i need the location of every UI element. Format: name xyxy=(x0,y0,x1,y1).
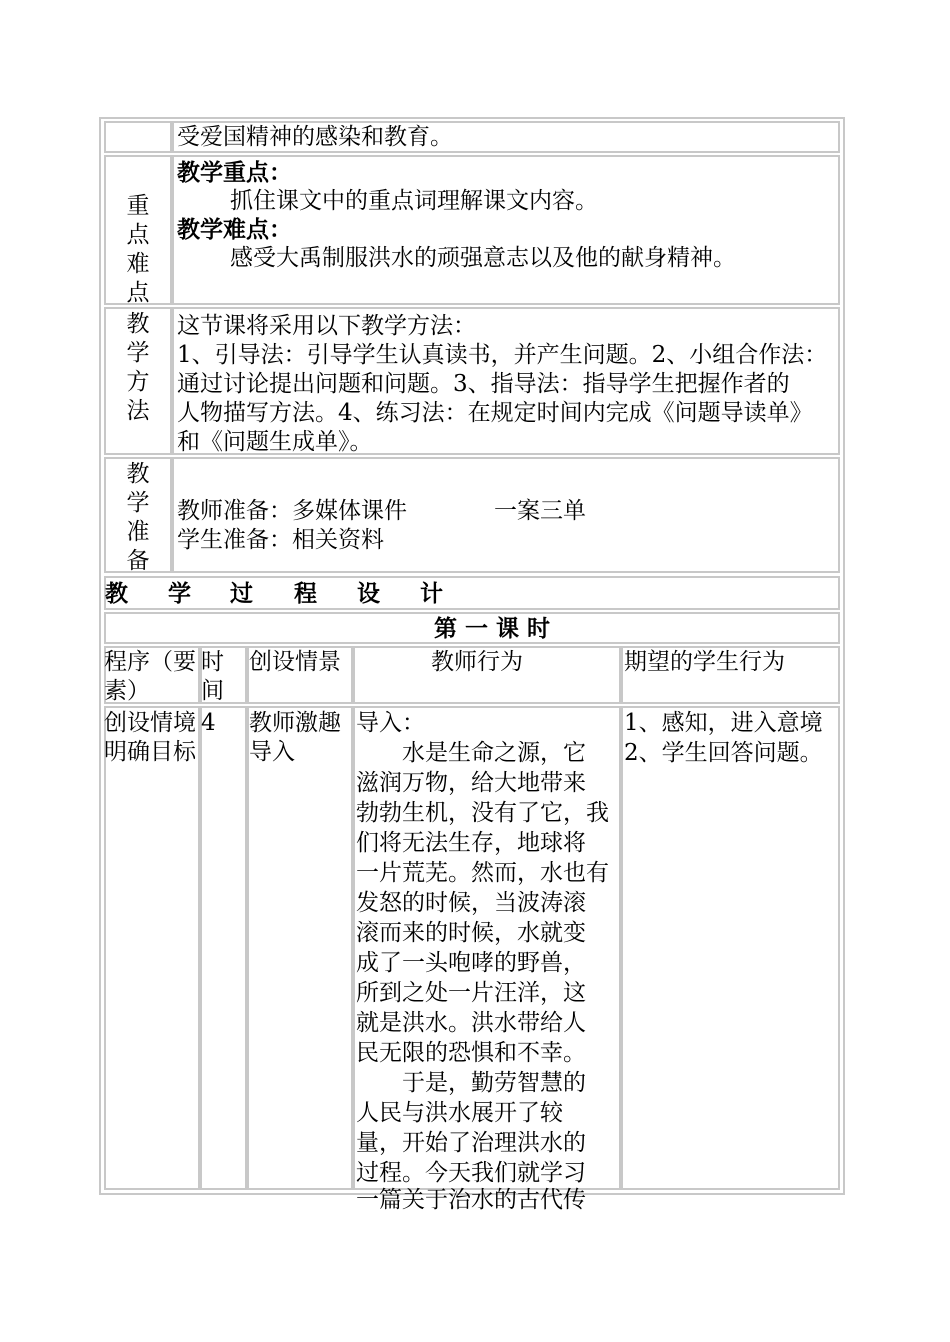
row1-teacher-line: 一片荒芜。然而，水也有 xyxy=(356,860,609,886)
row1-scenario: 教师激趣导入 xyxy=(249,710,341,765)
row1-time-cell xyxy=(200,706,247,1190)
focus-heading: 教学重点： xyxy=(177,159,292,186)
methods-line: 人物描写方法。4、练习法：在规定时间内完成《问题导读单》 xyxy=(177,400,813,426)
row1-teacher-line: 过程。今天我们就学习 xyxy=(356,1160,586,1186)
process-title-char: 设 xyxy=(357,580,380,607)
row1-procedure: 创设情境明确目标 xyxy=(104,710,196,765)
methods-line: 这节课将采用以下教学方法： xyxy=(177,313,476,339)
row1-teacher-line: 所到之处一片汪洋，这 xyxy=(356,980,586,1006)
methods-label: 教学方法 xyxy=(126,311,150,424)
process-title-cell xyxy=(104,576,840,610)
student-preparation: 学生准备：相关资料 xyxy=(177,527,384,553)
header-teacher: 教师行为 xyxy=(431,649,523,675)
header-procedure: 程序（要素） xyxy=(104,649,196,704)
lesson-title: 第 一 课 时 xyxy=(434,615,551,642)
row1-teacher-line: 就是洪水。洪水带给人 xyxy=(356,1010,586,1036)
row1-scenario-cell xyxy=(247,706,353,1190)
difficulty-heading: 教学难点： xyxy=(177,216,292,243)
row1-teacher-line: 于是，勤劳智慧的 xyxy=(356,1070,586,1096)
row1-teacher-line: 水是生命之源，它 xyxy=(356,740,586,766)
row1-student-line: 1、感知，进入意境 xyxy=(624,710,823,736)
header-student: 期望的学生行为 xyxy=(624,649,785,675)
row1-teacher-line: 滚而来的时候，水就变 xyxy=(356,920,586,946)
methods-line: 1、引导法：引导学生认真读书，并产生问题。2、小组合作法： xyxy=(177,342,828,368)
top-row-label-cell xyxy=(104,121,172,153)
teacher-preparation-extra: 一案三单 xyxy=(494,498,586,524)
row1-teacher-line: 们将无法生存，地球将 xyxy=(356,830,586,856)
process-title-char: 教 xyxy=(105,580,128,607)
row1-teacher-line: 滋润万物，给大地带来 xyxy=(356,770,586,796)
top-row-text: 受爱国精神的感染和教育。 xyxy=(177,124,453,150)
difficulty-text: 感受大禹制服洪水的顽强意志以及他的献身精神。 xyxy=(230,245,736,271)
process-title-char: 程 xyxy=(294,580,317,607)
row1-teacher-line: 人民与洪水展开了较 xyxy=(356,1100,563,1126)
process-title-char: 计 xyxy=(420,580,443,607)
row1-procedure-cell xyxy=(104,706,200,1190)
preparation-label: 教学准备 xyxy=(126,461,150,574)
row1-teacher-line: 量，开始了治理洪水的 xyxy=(356,1130,586,1156)
focus-text: 抓住课文中的重点词理解课文内容。 xyxy=(230,188,598,214)
row1-time: 4 xyxy=(201,710,216,736)
key-points-label: 重点难点 xyxy=(126,193,150,306)
process-title-char: 学 xyxy=(168,580,191,607)
row1-student-cell xyxy=(621,706,840,1190)
row1-teacher-line: 民无限的恐惧和不幸。 xyxy=(356,1040,586,1066)
process-title-char: 过 xyxy=(230,580,253,607)
row1-teacher-intro: 导入： xyxy=(356,710,425,736)
header-scenario: 创设情景 xyxy=(249,649,341,675)
row1-teacher-line: 勃勃生机，没有了它，我 xyxy=(356,800,609,826)
row1-student-line: 2、学生回答问题。 xyxy=(624,740,823,766)
row1-teacher-line: 发怒的时候，当波涛滚 xyxy=(356,890,586,916)
methods-line: 和《问题生成单》。 xyxy=(177,429,373,455)
methods-line: 通过讨论提出问题和问题。3、指导法：指导学生把握作者的 xyxy=(177,371,790,397)
teacher-preparation: 教师准备：多媒体课件 xyxy=(177,498,407,524)
row1-teacher-line: 一篇关于治水的古代传 xyxy=(356,1187,586,1213)
header-time: 时间 xyxy=(201,649,224,704)
row1-teacher-line: 成了一头咆哮的野兽， xyxy=(356,950,586,976)
